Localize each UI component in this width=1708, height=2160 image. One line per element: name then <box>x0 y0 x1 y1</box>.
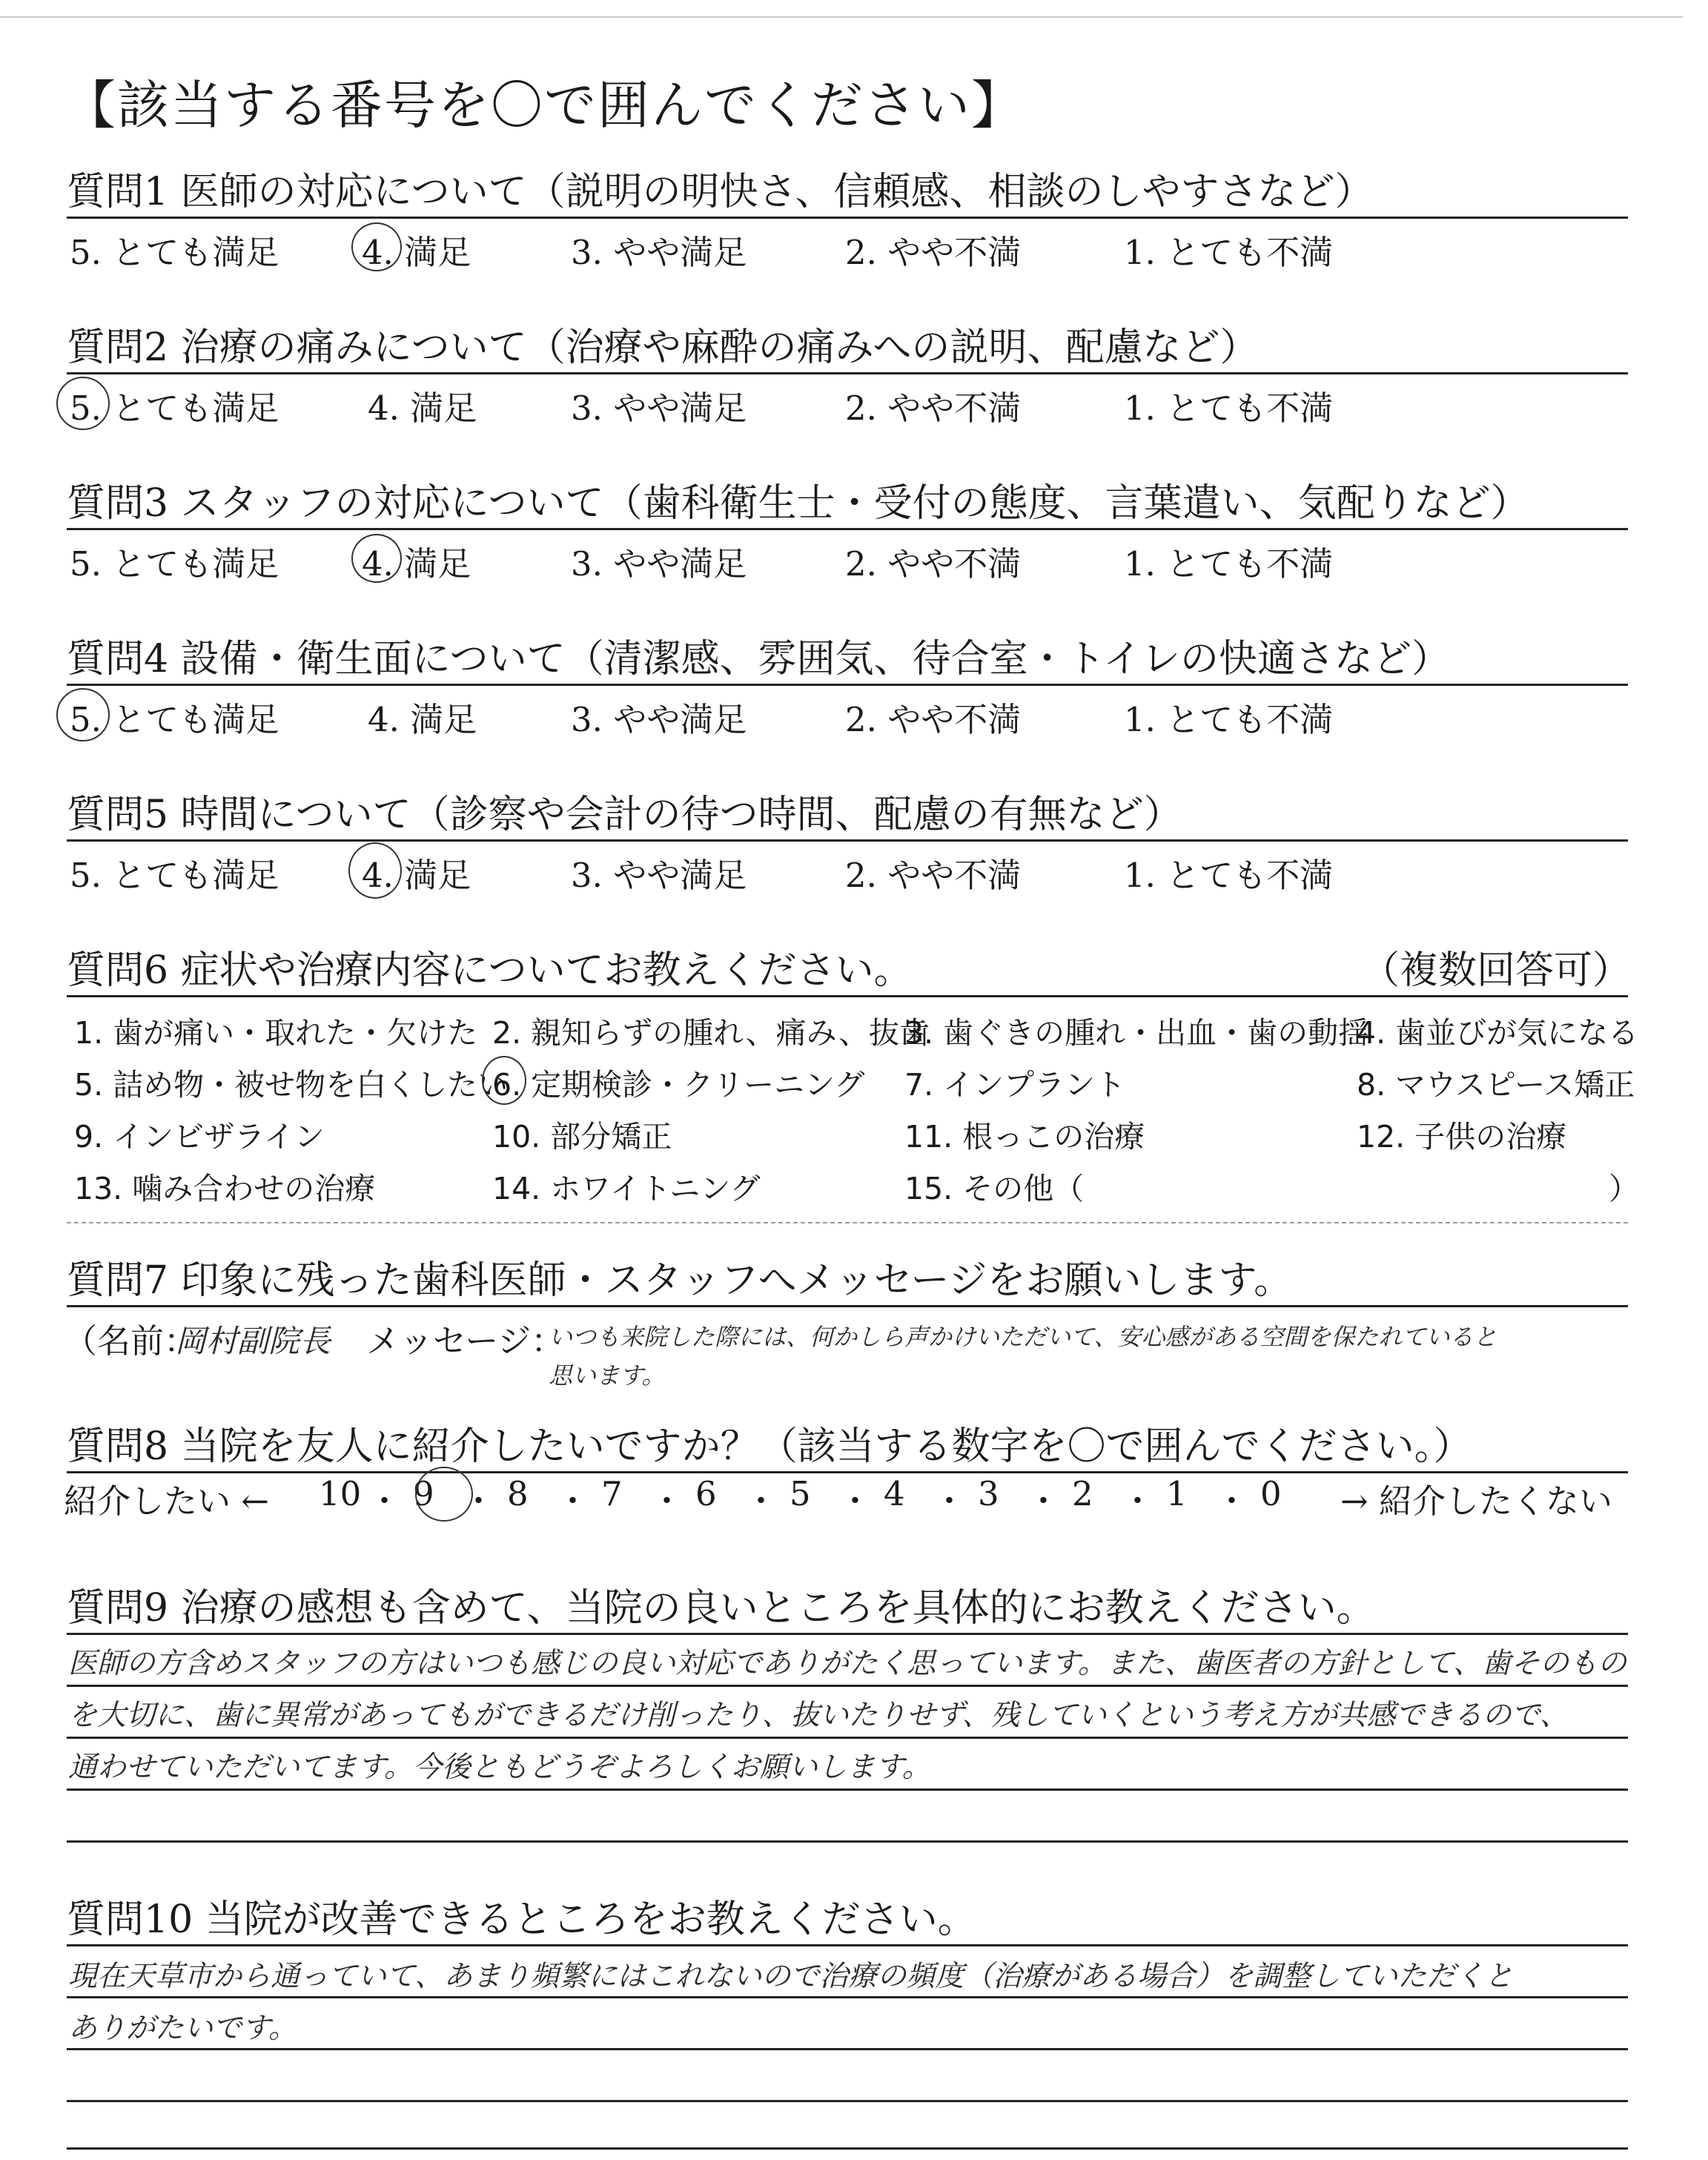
q4-option-2[interactable]: 2. やや不満 <box>845 700 1022 739</box>
q6-option-10[interactable]: 10. 部分矯正 <box>492 1119 672 1155</box>
question-7-rule <box>67 1305 1628 1307</box>
q6-option-8[interactable]: 8. マウスピース矯正 <box>1357 1067 1635 1103</box>
q5-option-4[interactable]: 4. 満足 <box>362 856 471 895</box>
question-3-label: 質問3 スタッフの対応について（歯科衛生士・受付の態度、言葉遣い、気配りなど） <box>67 481 1529 526</box>
q2-option-1[interactable]: 1. とても不満 <box>1124 389 1334 428</box>
q4-option-4[interactable]: 4. 満足 <box>368 700 477 739</box>
q6-option-4[interactable]: 4. 歯並びが気になる <box>1357 1015 1639 1051</box>
question-5-rule <box>67 839 1628 842</box>
q8-scale-separator: ・ <box>1215 1482 1249 1521</box>
q7-name-value[interactable]: 岡村副院長 <box>175 1323 331 1359</box>
q7-message-label: メッセージ： <box>366 1321 565 1361</box>
q6-bottom-dotted-rule <box>67 1222 1628 1223</box>
q8-right-label: → 紹介したくない <box>1340 1482 1613 1521</box>
q2-selected-circle <box>56 377 110 430</box>
question-9-label: 質問9 治療の感想も含めて、当院の良いところを具体的にお教えください。 <box>67 1586 1375 1631</box>
question-10-rule-3 <box>67 2100 1628 2102</box>
q8-scale-value-7[interactable]: 7 <box>601 1474 623 1513</box>
q9-answer-line-1[interactable]: 医師の方含めスタッフの方はいつも感じの良い対応でありがたく思っています。また、歯医者の方針として、歯そのもの <box>68 1647 1627 1680</box>
q1-option-1[interactable]: 1. とても不満 <box>1124 233 1334 272</box>
q5-option-5[interactable]: 5. とても満足 <box>70 856 279 895</box>
question-9-rule-3 <box>67 1789 1628 1791</box>
q7-message-line-2[interactable]: 思います。 <box>549 1361 666 1390</box>
question-8-label: 質問8 当院を友人に紹介したいですか？（該当する数字を〇で囲んでください。） <box>67 1424 1472 1469</box>
page-top-edge <box>0 16 1683 18</box>
q6-option-15[interactable]: 15. その他（ <box>904 1171 1085 1206</box>
q9-answer-line-3[interactable]: 通わせていただいてます。今後ともどうぞよろしくお願いします。 <box>68 1751 931 1784</box>
q8-scale-value-5[interactable]: 5 <box>790 1474 811 1513</box>
question-10-rule-2 <box>67 2048 1628 2050</box>
question-10-rule-1 <box>67 1996 1628 1998</box>
q8-selected-circle <box>415 1467 473 1522</box>
question-10-label: 質問10 当院が改善できるところをお教えください。 <box>67 1898 976 1942</box>
q6-option-6[interactable]: 6. 定期検診・クリーニング <box>492 1067 865 1103</box>
question-8-rule <box>67 1471 1628 1473</box>
q8-scale-value-1[interactable]: 1 <box>1166 1474 1188 1513</box>
q8-scale-value-8[interactable]: 8 <box>507 1474 529 1513</box>
q7-name-label: （名前： <box>64 1321 198 1361</box>
question-1-rule <box>67 217 1628 219</box>
question-9-rule-2 <box>67 1737 1628 1739</box>
q8-scale-value-4[interactable]: 4 <box>884 1474 905 1513</box>
q2-option-5[interactable]: 5. とても満足 <box>70 389 279 428</box>
q1-option-5[interactable]: 5. とても満足 <box>70 233 279 272</box>
q8-scale-separator: ・ <box>838 1482 873 1521</box>
q6-other-close-paren: ） <box>1609 1171 1639 1206</box>
q2-option-4[interactable]: 4. 満足 <box>368 389 477 428</box>
q3-option-2[interactable]: 2. やや不満 <box>845 544 1022 584</box>
question-9-rule-1 <box>67 1685 1628 1687</box>
question-6-label: 質問6 症状や治療内容についてお教えください。 <box>67 948 913 993</box>
q6-option-9[interactable]: 9. インビザライン <box>74 1119 325 1155</box>
question-4-label: 質問4 設備・衛生面について（清潔感、雰囲気、待合室・トイレの快適さなど） <box>67 637 1450 681</box>
q6-option-11[interactable]: 11. 根っこの治療 <box>904 1119 1145 1155</box>
question-9-rule-0 <box>67 1633 1628 1635</box>
question-1-label: 質問1 医師の対応について（説明の明快さ、信頼感、相談のしやすさなど） <box>67 170 1374 214</box>
q1-option-2[interactable]: 2. やや不満 <box>845 233 1022 272</box>
q2-option-3[interactable]: 3. やや満足 <box>571 389 747 428</box>
q8-scale-separator: ・ <box>556 1482 590 1521</box>
q8-scale-separator: ・ <box>933 1482 967 1521</box>
q8-scale-separator: ・ <box>1121 1482 1155 1521</box>
question-6-rule <box>67 995 1628 997</box>
q8-scale-value-3[interactable]: 3 <box>978 1474 999 1513</box>
q1-option-4[interactable]: 4. 満足 <box>362 233 471 272</box>
q5-selected-circle <box>348 842 402 899</box>
question-2-rule <box>67 372 1628 374</box>
q6-selected-circle <box>482 1056 526 1105</box>
question-2-label: 質問2 治療の痛みについて（治療や麻酔の痛みへの説明、配慮など） <box>67 326 1259 370</box>
q5-option-1[interactable]: 1. とても不満 <box>1124 856 1334 895</box>
q4-option-3[interactable]: 3. やや満足 <box>571 700 747 739</box>
question-6-note: （複数回答可） <box>1361 948 1632 993</box>
q8-scale-separator: ・ <box>1027 1482 1061 1521</box>
q8-scale-separator: ・ <box>650 1482 684 1521</box>
q6-option-3[interactable]: 3. 歯ぐきの腫れ・出血・歯の動揺 <box>904 1015 1369 1051</box>
question-9-rule-4 <box>67 1840 1628 1843</box>
q4-selected-circle <box>56 688 110 742</box>
q4-option-1[interactable]: 1. とても不満 <box>1124 700 1334 739</box>
q8-scale-value-10[interactable]: 10 <box>319 1474 362 1513</box>
question-10-rule-4 <box>67 2147 1628 2150</box>
question-10-rule-0 <box>67 1944 1628 1946</box>
question-4-rule <box>67 684 1628 686</box>
q10-answer-line-2[interactable]: ありがたいです。 <box>68 2012 297 2045</box>
q8-scale-separator: ・ <box>462 1482 496 1521</box>
q8-scale-value-0[interactable]: 0 <box>1260 1474 1282 1513</box>
q6-option-12[interactable]: 12. 子供の治療 <box>1357 1119 1567 1155</box>
question-7-label: 質問7 印象に残った歯科医師・スタッフへメッセージをお願いします。 <box>67 1258 1293 1303</box>
q6-option-5[interactable]: 5. 詰め物・被せ物を白くしたい <box>74 1067 509 1103</box>
q8-scale-value-2[interactable]: 2 <box>1072 1474 1093 1513</box>
q10-answer-line-1[interactable]: 現在天草市から通っていて、あまり頻繁にはこれないので治療の頻度（治療がある場合）を調整していただくと <box>68 1960 1514 1993</box>
question-3-rule <box>67 528 1628 530</box>
question-5-label: 質問5 時間について（診察や会計の待つ時間、配慮の有無など） <box>67 793 1182 837</box>
q1-selected-circle <box>351 222 402 271</box>
q3-option-3[interactable]: 3. やや満足 <box>571 544 747 584</box>
q6-option-13[interactable]: 13. 噛み合わせの治療 <box>74 1171 376 1206</box>
form-title: 【該当する番号を〇で囲んでください】 <box>64 75 1025 136</box>
q8-scale-value-9[interactable]: 9 <box>413 1474 434 1513</box>
q3-option-1[interactable]: 1. とても不満 <box>1124 544 1334 584</box>
q3-selected-circle <box>351 534 402 583</box>
q5-option-3[interactable]: 3. やや満足 <box>571 856 747 895</box>
q6-option-2[interactable]: 2. 親知らずの腫れ、痛み、抜歯 <box>492 1015 930 1051</box>
q9-answer-line-2[interactable]: を大切に、歯に異常があってもができるだけ削ったり、抜いたりせず、残していくという考え方が共感できるので、 <box>68 1699 1569 1732</box>
q8-scale-value-6[interactable]: 6 <box>695 1474 717 1513</box>
q8-scale-separator: ・ <box>744 1482 778 1521</box>
q4-option-5[interactable]: 5. とても満足 <box>70 700 279 739</box>
q7-message-line-1[interactable]: いつも来院した際には、何かしら声かけいただいて、安心感がある空間を保たれていると <box>549 1323 1497 1351</box>
q8-scale-separator: ・ <box>368 1482 402 1521</box>
q2-option-2[interactable]: 2. やや不満 <box>845 389 1022 428</box>
q3-option-4[interactable]: 4. 満足 <box>362 544 471 584</box>
q6-option-7[interactable]: 7. インプラント <box>904 1067 1126 1103</box>
q6-option-1[interactable]: 1. 歯が痛い・取れた・欠けた <box>74 1015 478 1051</box>
q5-option-2[interactable]: 2. やや不満 <box>845 856 1022 895</box>
q1-option-3[interactable]: 3. やや満足 <box>571 233 747 272</box>
q3-option-5[interactable]: 5. とても満足 <box>70 544 279 584</box>
q6-option-14[interactable]: 14. ホワイトニング <box>492 1171 761 1206</box>
q8-left-label: 紹介したい ← <box>64 1482 270 1521</box>
